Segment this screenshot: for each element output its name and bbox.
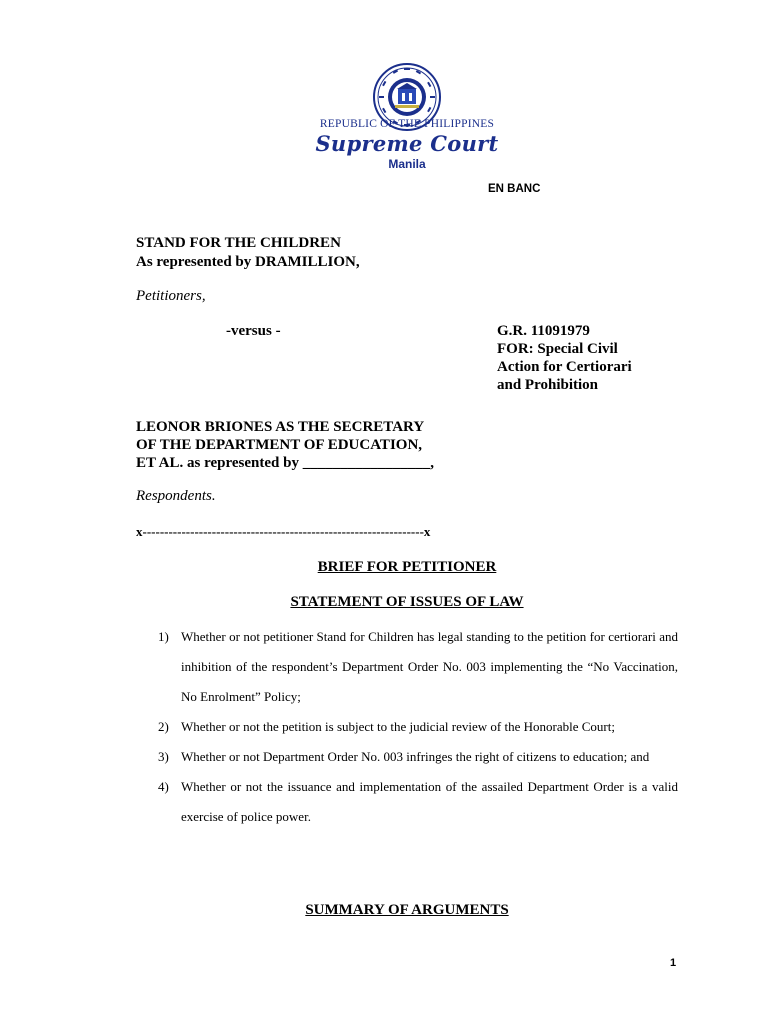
issue-text: Whether or not Department Order No. 003 infringes the right of citizens to education; and	[181, 749, 650, 764]
respondent-line: ET AL. as represented by _________________,	[136, 455, 434, 471]
issue-text: Whether or not the petition is subject to the judicial review of the Honorable Court;	[181, 719, 615, 734]
petitioners-label: Petitioners,	[136, 288, 206, 304]
issue-item	[158, 742, 678, 772]
petitioner-name: STAND FOR THE CHILDREN	[136, 235, 341, 251]
issue-text: Whether or not petitioner Stand for Children has legal standing to the petition for certiorari and inhibition of the respondent’s Department Order No. 003 implementing the “No Vaccination, No Enrolment” Policy;	[181, 629, 678, 704]
brief-title: BRIEF FOR PETITIONER	[317, 559, 497, 575]
page-number: 1	[670, 957, 677, 969]
en-banc-label: EN BANC	[488, 183, 541, 195]
petitioner-representative: As represented by DRAMILLION,	[136, 254, 360, 270]
issues-heading: STATEMENT OF ISSUES OF LAW	[290, 594, 524, 610]
case-for-line: Action for Certiorari	[497, 359, 632, 375]
issue-number: 1)	[158, 629, 169, 644]
issue-text: Whether or not the issuance and implementation of the assailed Department Order is a valid exercise of police power.	[181, 779, 678, 824]
respondents-label: Respondents.	[136, 488, 216, 504]
issues-list	[158, 622, 678, 832]
issue-number: 3)	[158, 749, 169, 764]
issue-number: 2)	[158, 719, 169, 734]
case-number: G.R. 11091979	[497, 323, 590, 339]
issue-item	[158, 622, 678, 712]
issue-number: 4)	[158, 779, 169, 794]
issue-item	[158, 712, 678, 742]
summary-heading: SUMMARY OF ARGUMENTS	[305, 902, 509, 918]
issue-item	[158, 772, 678, 832]
republic-heading: REPUBLIC OF THE PHILIPPINES	[319, 118, 495, 130]
case-for-line: and Prohibition	[497, 377, 599, 393]
respondent-line: LEONOR BRIONES AS THE SECRETARY	[136, 419, 425, 435]
court-name: Supreme Court	[315, 131, 499, 156]
court-city: Manila	[388, 157, 426, 171]
respondent-line: OF THE DEPARTMENT OF EDUCATION,	[136, 437, 423, 453]
case-for-line: FOR: Special Civil	[497, 341, 618, 357]
versus-label: -versus -	[226, 323, 281, 339]
caption-divider: x-----------------------------------------------------------------x	[136, 524, 431, 539]
